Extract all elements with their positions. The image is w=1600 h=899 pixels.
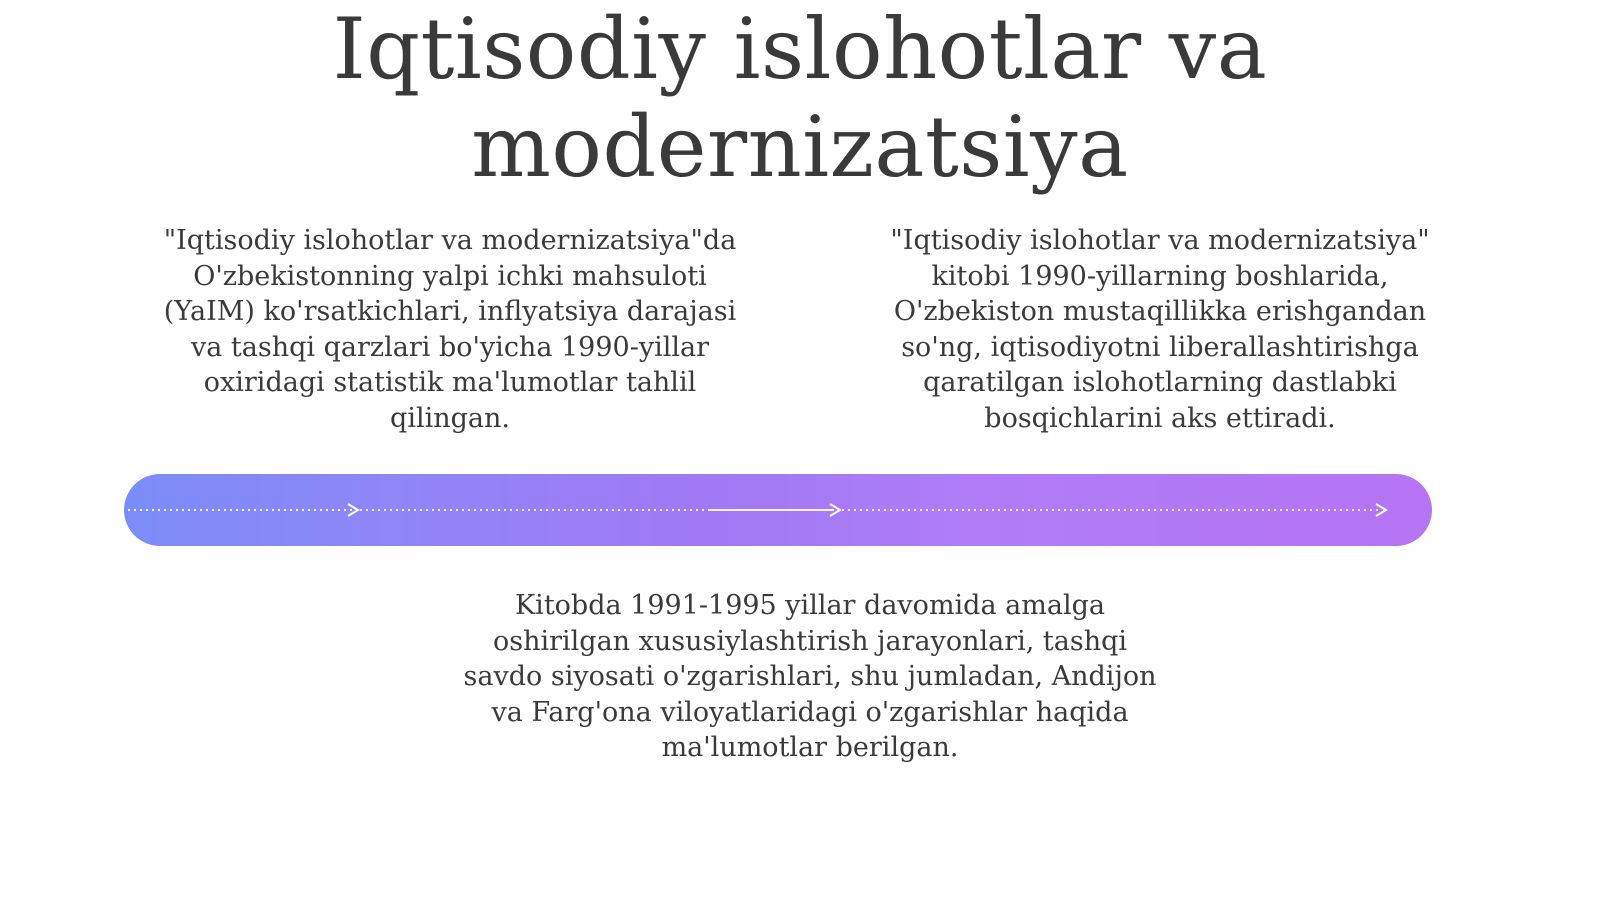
text-block-left: "Iqtisodiy islohotlar va modernizatsiya"da O'zbekistonning yalpi ichki mahsuloti (YaIM) ko'rsatkichlari, inflyatsiya darajasi va tashqi qarzlari bo'yicha 1990-yillar oxiridagi statistik ma'lumotlar tahlil qilingan.: [163, 225, 737, 434]
text-block-right: "Iqtisodiy islohotlar va modernizatsiya" kitobi 1990-yillarning boshlarida, O'zbekiston mustaqillikka erishgandan so'ng, iqtisodiyotni liberallashtirishga qaratilgan islohotlarning dastlabki bosqichlarini aks ettiradi.: [890, 225, 1430, 434]
slide-title: Iqtisodiy islohotlar va modernizatsiya: [332, 0, 1268, 196]
timeline-bar: [124, 474, 1432, 546]
arrow-right-icon: [348, 504, 358, 516]
timeline-arrows: [124, 474, 1432, 546]
text-block-bottom: Kitobda 1991-1995 yillar davomida amalga oshirilgan xususiylashtirish jarayonlari, tashqi savdo siyosati o'zgarishlari, shu jumladan, Andijon va Farg'ona viloyatlaridagi o'zgarishlar haqida ma'lumotlar berilgan.: [463, 590, 1157, 763]
